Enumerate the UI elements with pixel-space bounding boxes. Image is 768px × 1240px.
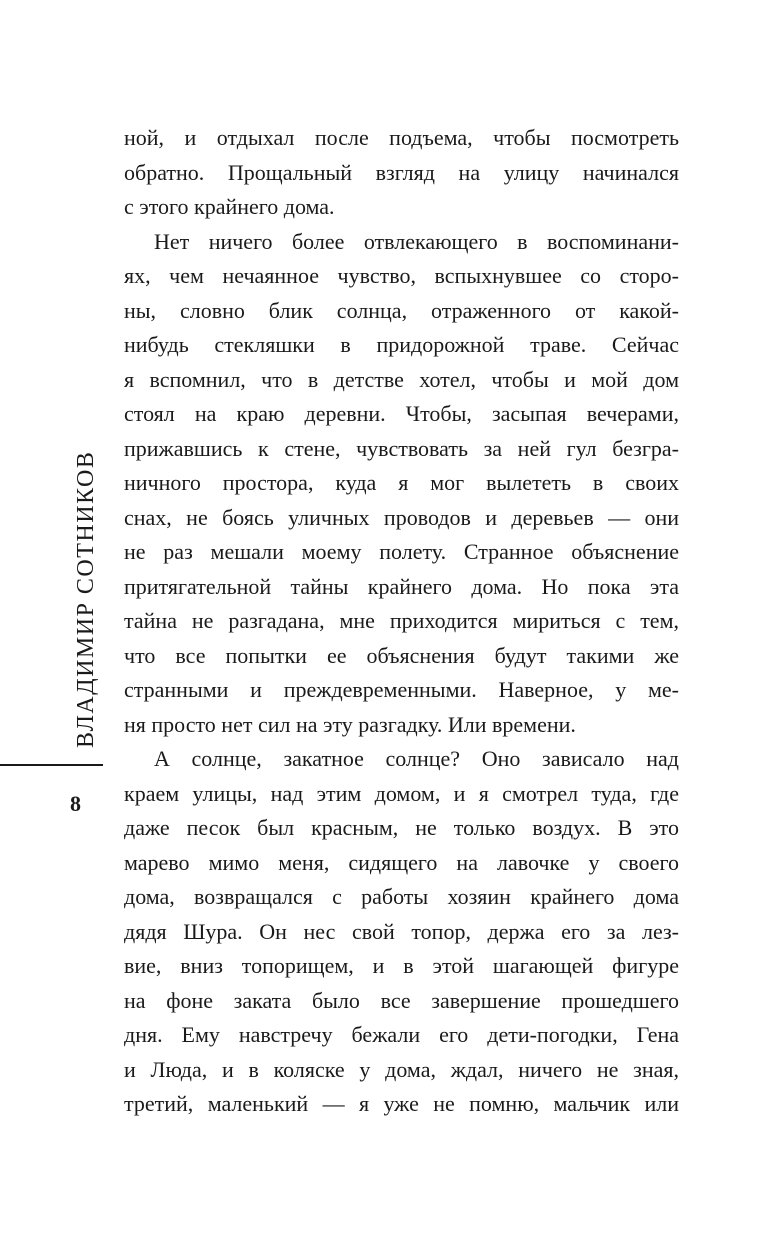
text-line: ничного простора, куда я мог вылететь в своих (124, 470, 679, 495)
running-head-author: ВЛАДИМИР СОТНИКОВ (73, 450, 99, 748)
text-line: на фоне заката было все завершение прошедшего (124, 987, 679, 1013)
text-line: нибудь стекляшки в придорожной траве. Сейчас (124, 332, 679, 357)
text-line: дня. Ему навстречу бежали его дети-погодки, Гена (124, 1022, 679, 1047)
text-line: что все попытки ее объяснения будут такими же (124, 642, 679, 668)
text-line: с этого крайнего дома. (124, 194, 335, 219)
text-line: ях, чем нечаянное чувство, вспыхнувшее со сторо- (124, 263, 679, 288)
text-line: обратно. Прощальный взгляд на улицу начинался (124, 159, 679, 185)
text-line: ной, и отдыхал после подъема, чтобы посмотреть (124, 125, 679, 150)
body-text (124, 121, 679, 1122)
text-line: ня просто нет сил на эту разгадку. Или времени. (124, 711, 576, 737)
text-line: дома, возвращался с работы хозяин крайнего дома (124, 884, 679, 909)
text-line: стоял на краю деревни. Чтобы, засыпая вечерами, (124, 401, 679, 426)
text-line: ны, словно блик солнца, отраженного от какой- (124, 297, 679, 323)
text-line: даже песок был красным, не только воздух. В это (124, 815, 679, 840)
text-line: снах, не боясь уличных проводов и деревьев — они (124, 504, 679, 530)
text-line: третий, маленький — я уже не помню, мальчик или (124, 1091, 679, 1116)
text-line: и Люда, и в коляске у дома, ждал, ничего не зная, (124, 1056, 679, 1082)
text-line: странными и преждевременными. Наверное, у ме- (124, 677, 679, 702)
text-line: Нет ничего более отвлекающего в воспоминани- (154, 228, 679, 254)
text-line: не раз мешали моему полету. Странное объяснение (124, 539, 679, 564)
text-line: А солнце, закатное солнце? Оно зависало над (154, 746, 679, 771)
text-line: прижавшись к стене, чувствовать за ней гул безгра- (124, 435, 679, 461)
text-line: я вспомнил, что в детстве хотел, чтобы и мой дом (124, 366, 679, 392)
text-line: вие, вниз топорищем, и в этой шагающей фигуре (124, 953, 679, 978)
text-line: притягательной тайны крайнего дома. Но пока эта (124, 573, 679, 599)
running-head-rule (0, 764, 103, 766)
text-line: тайна не разгадана, мне приходится мириться с тем, (124, 608, 679, 633)
text-line: марево мимо меня, сидящего на лавочке у своего (124, 849, 679, 875)
page-number: 8 (70, 791, 81, 816)
text-line: дядя Шура. Он нес свой топор, держа его за лез- (124, 918, 679, 944)
text-line: краем улицы, над этим домом, и я смотрел туда, где (124, 780, 679, 806)
